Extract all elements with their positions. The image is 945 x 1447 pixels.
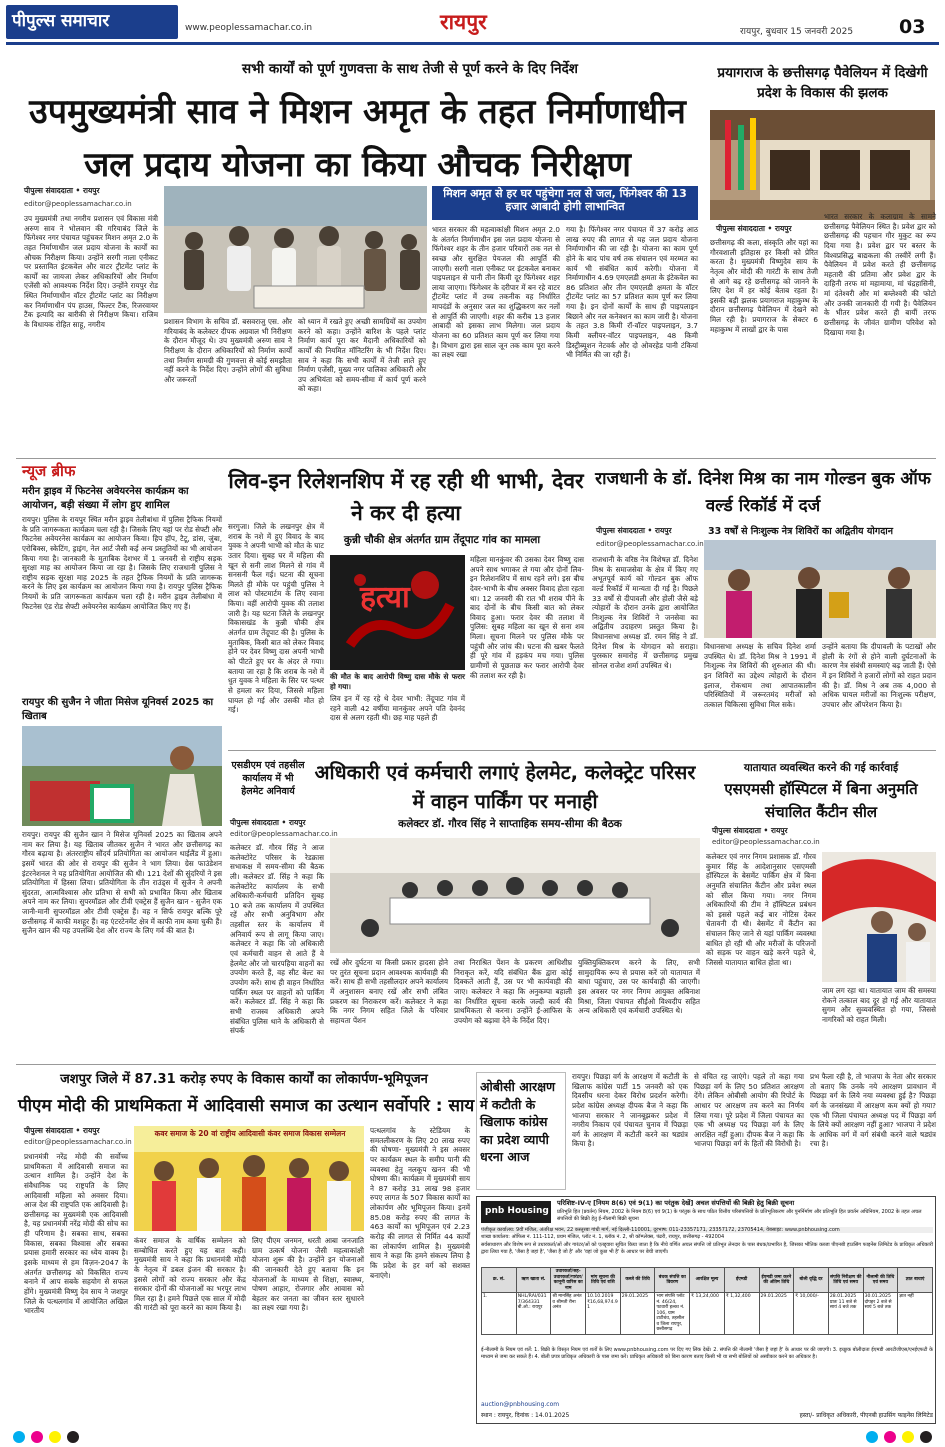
lead-col5: गया है। फिंगेश्वर नगर पंचायत में 37 करोड़ आठ लाख रुपए की लागत से यह जल प्रदाय योजना निर्माणाधीन की जा रही है। योजना का काम पूर्ण होने के बाद पांच वर्ष तक संचालन एवं मरम्मत का कार्य भी संबंधित कार्य करेगी। योजना में निर्माणाधीन 4.69 एमएलडी क्षमता के इंटेकवेल का 86 प्रतिशत और तीन एमएलडी क्षमता के वॉटर ट्रीटमेंट प्लांट का 57 प्रतिशत काम पूर्ण कर लिया गया है। इन दोनों कार्यों के साथ ही पाइपलाइन बिछाने और नल कनेक्शन का काम जारी है। योजना के तहत 3.8 किमी रॉ-वॉटर पाइपलाइन, 3.7 किमी क्लीयर-वॉटर पाइपलाइन, 48 किमी डिस्ट्रीब्यूशन नेटवर्क और दो ओवरहेड पानी टंकियां भी निर्मित की जा रही हैं। (566, 225, 698, 360)
helmet-col2: रखें और दुर्घटना या किसी प्रकार हादसा होने पर तुरंत सूचना प्रदान आवश्यक कार्यवाही की करें। साथ ही सभी तहसीलदार अपने कार्यालय में अनुशासन बनाए रखें और सभी लंबित प्रकरण का निराकरण करें। कलेक्टर ने कहा कि नगर निगम सहित जिले के परिवार सहायता पेंशन (330, 958, 448, 1025)
prayagraj-col2: भारत सरकार के कलाग्राम के सामने छत्तीसगढ़ पैवेलियन स्थित है। प्रवेश द्वार को छत्तीसगढ़ की पहचान गौर मुकुट का रूप दिया गया है। प्रवेश द्वार पर बस्तर के विश्वप्रसिद्ध बाद्यकला की तस्वीरें लगी हैं। पैवेलियन में प्रवेश करते ही छत्तीसगढ़ महतारी की प्रतिमा और प्रवेश द्वार के दाहिनी तरफ मां महामाया, मां चंद्रहासिनी, मां दंतेश्वरी और मां बम्लेश्वरी की फोटो और उनकी जानकारी दी गयी है। पैवेलियन के भीतर प्रवेश करते ही बायीं तरफ छत्तीसगढ़ के जीवंत ग्रामीण परिवेश को दिखाया गया है। (824, 212, 936, 337)
guinness-kicker: 33 वर्षों से निःशुल्क नेत्र शिविरों का अद्वितीय योगदान (708, 526, 893, 537)
masthead (0, 0, 945, 46)
table-header-cell: संपत्ति निरीक्षण की तिथि एवं समय (828, 1268, 863, 1293)
registration-swatch (13, 1431, 25, 1443)
table-cell: श्री मानसिंह अनंत व श्रीमती रीना अनंत (551, 1293, 586, 1335)
lead-headline: उपमुख्यमंत्री साव ने मिशन अमृत के तहत निर्माणाधीन जल प्रदाय योजना का किया औचक निरीक्षण (29, 92, 686, 185)
table-cell: ₹ 13,24,000 (690, 1293, 725, 1335)
masthead-website: www.peoplessamachar.co.in (185, 23, 313, 33)
obc-col3: प्रभ फैला रही है, तो भाजपा के नेता और सरकार तो बताए कि उनके नये आरक्षण प्रावधान में पिछड़ा वर्ग के लिये नया व्यवस्था हुई है? पिछड़ा वर्ग के जनसंख्या में आरक्षण कम क्यों हो गया? एक भी जिला पंचायत अध्यक्ष पद में पिछड़ा वर्ग के लिये क्यों आरक्षण नहीं हुआ? भाजपा ने प्रदेश के आधिक वर्ग में वर्ग संबंधी करने वाले षड्यंत्र रचा है। (810, 1072, 936, 1149)
livein-col1: सरगुजा। जिले के लखनपुर क्षेत्र में शराब के नशे में हुए विवाद के बाद युवक ने अपनी भाभी को मौत के घाट उतार दिया। सुबह घर में महिला की खून से सनी लाश मिलने से गांव में सनसनी फैल गई। घटना की सूचना मिलते ही मौके पर पहुंची पुलिस ने लाश को पोस्टमार्टम के लिए रवाना किया। वहीं आरोपी युवक की तलाश जारी है। यह घटना जिले के लखनपुर विकासखंड के कुन्नी चौकी क्षेत्र अंतर्गत ग्राम तेंदूपाट की है। पुलिस के मुताबिक, किसी बात को लेकर विवाद होने पर देवर विष्णु दास अपनी भाभी को पीटते हुए घर के अंदर ले गया। बताया जा रहा है कि शराब के नशे में धुत युवक ने महिला के सिर पर पत्थर से हमला कर दिया, जिससे महिला घायल हो गई और उसकी मौत हो गई। (228, 522, 324, 715)
aiims-byline: पीपुल्स संवाददाता • रायपुर (712, 826, 788, 835)
table-header-cell: बोली वृद्धि दर (794, 1268, 829, 1293)
jashpur-col2: कंवर समाज के वार्षिक सम्मेलन को सम्बोधित करते हुए यह बात कही। मुख्यमंत्री साय ने कहा कि प्रधानमंत्री मोदी के नेतृत्व में डबल इंजन की सरकार है। इससे लोगों को राज्य सरकार और केंद्र सरकार दोनों की योजनाओं का भरपूर लाभ मिल रहा है। हमने पिछले एक साल में मोदी की गारंटी को पूरा करने का काम किया है। (134, 1236, 246, 1313)
pnb-table (481, 1267, 933, 1335)
masthead-date: रायपुर, बुधवार 15 जनवरी 2025 (740, 27, 854, 37)
jashpur-col1: प्रधानमंत्री नरेंद्र मोदी की सर्वोच्च प्राथमिकता में आदिवासी समाज का उत्थान शामिल है। उन्होंने देश के संवैधानिक पद राष्ट्रपति के लिए आदिवासी महिला को अवसर दिया। आज देश की राष्ट्रपति एक आदिवासी है। छत्तीसगढ़ का मुख्यमंत्री एक आदिवासी है, यह प्रधानमंत्री नरेंद्र मोदी की सोच का ही परिणाम है। सबका साथ, सबका विकास, सबका विश्वास और सबका प्रयास हमारी सरकार का ध्येय वाक्य है। इसके माध्यम से हम विज़न-2047 के अंतर्गत छत्तीसगढ़ को विकसित राज्य बनाने में आप सबके सहयोग से सफल होंगे। मुख्यमंत्री विष्णु देव साय ने जशपुर जिले के पत्थलगांव में आयोजित अखिल भारतीय (24, 1152, 128, 1316)
prayagraj-byline: पीपुल्स संवाददाता • रायपुर (716, 224, 792, 233)
aiims-photo (822, 852, 936, 982)
table-cell: 28.01.2025 प्रातः 11 बजे से सायं 4 बजे तक (828, 1293, 863, 1335)
guinness-col1: राजधानी के वरिष्ठ नेत्र विशेषज्ञ डॉ. दिनेश मिश्र के समाजसेवा के क्षेत्र में किए गए अभूतपूर्व कार्य को गोल्डन बुक ऑफ वर्ल्ड रिकॉर्ड में मान्यता दी गई है। पिछले 33 वर्षों से दीपावली और होली जैसे बड़े त्योहारों के दौरान उनके द्वारा आयोजित निःशुल्क नेत्र शिविरों ने जनसेवा का अद्वितीय उदाहरण प्रस्तुत किया है। विधानसभा अध्यक्ष डॉ. रमन सिंह ने डॉ. दिनेश मिश्र के योगदान को सराहा। पुरस्कार समारोह में छत्तीसगढ़ प्रमुख सोनल राजेश शर्मा उपस्थित थे। (592, 555, 698, 671)
table-cell: भाग संपत्ति प्लॉट नं. 46/24, पटवारी हल्का नं. 106, ग्राम टाटीबंध, तहसील व जिला रायपुर, छत्तीसगढ़ (655, 1293, 690, 1335)
table-header-cell: ऋण खाता सं. (516, 1268, 551, 1293)
aiims-headline: एसएमसी हॉस्पिटल में बिना अनुमति संचालित कैंटीन सील (724, 780, 918, 821)
table-cell: ज्ञात नहीं (898, 1293, 933, 1335)
obc-col2: से वंचित रह जाएंगे। पहले तो कहा गया पिछड़ा वर्ग के लिए 50 प्रतिशत आरक्षण देंगे। लेकिन ओबीसी आयोग की रिपोर्ट के आधार पर आरक्षण तय करने का निर्णय लिया गया। पूरे प्रदेश में जिला पंचायत का एक भी अध्यक्ष पद पिछड़ा वर्ग के लिए आरक्षित नहीं हुआ। दीपक बैज ने कहा कि भाजपा पिछड़ा वर्ग के हितों की विरोधी है। (694, 1072, 804, 1149)
lead-col3: को ध्यान में रखते हुए अच्छी सामग्रियों का उपयोग करने को कहा। उन्होंने बारिश के पहले प्लांट निर्माण कार्य पूरा कर मैदानी अधिकारियों को कार्यों की नियमित मॉनिटरिंग के भी निर्देश दिए। साव ने कहा कि सभी कार्यों में तेजी लाते हुए निर्माण एजेंसी, मुख्य नगर पालिका अधिकारी और उप अभियंता को समय-सीमा में कार्य पूर्ण करने को कहा। (298, 317, 426, 394)
table-cell: NHL/RAI/0317/364331 बी.ओ.: रायपुर (516, 1293, 551, 1335)
brief2-title: रायपुर की सुजैन ने जीता मिसेज यूनिवर्स 2025 का खिताब (22, 697, 214, 722)
jashpur-email: editor@peoplessamachar.co.in (24, 1138, 132, 1146)
table-header-cell: ईएमडी जमा करने की अंतिम तिथि (759, 1268, 794, 1293)
table-cell: ₹ 1,32,400 (724, 1293, 759, 1335)
page-number: 03 (899, 16, 926, 38)
table-header-cell: ज्ञात बाधाएं (898, 1268, 933, 1293)
divider-1 (16, 458, 936, 459)
table-header-cell: आरक्षित मूल्य (690, 1268, 725, 1293)
aiims-kicker: यातायात व्यवस्थित करने की गई कार्रवाई (743, 762, 899, 774)
livein-headline: लिव-इन रिलेशनशिप में रह रही थी भाभी, देवर ने कर दी हत्या (228, 469, 584, 525)
prayagraj-col1: छत्तीसगढ़ की कला, संस्कृति और यहां का गौरवशाली इतिहास हर किसी को प्रेरित करता है। मुख्यमंत्री विष्णुदेव साय के नेतृत्व और मोदी की गारंटी के साथ तेजी से आगे बढ़ रहे छत्तीसगढ़ को जानने के लिए देश में हर कोई बेताब रहता है। इसकी बड़ी झलक प्रयागराज महाकुम्भ के दौरान छत्तीसगढ़ पैवेलियन में देखने को मिल रही है। प्रयागराज के सेक्टर 6 महाकुम्भ में लाखों द्वार के पास (710, 238, 818, 334)
table-header-cell: मांग सूचना की तिथि एवं राशि (586, 1268, 621, 1293)
table-cell: 10.10.2019 ₹16,68,974.91 (586, 1293, 621, 1335)
jashpur-headline: पीएम मोदी की प्राथमिकता में आदिवासी समाज का उत्थान सर्वोपरि : साय (18, 1096, 475, 1116)
news-brief-label: न्यूज ब्रीफ (22, 462, 76, 480)
table-header-cell: उधारकर्ता/सह-उधारकर्ता/गारंटर/कानूनी वारिस का नाम (551, 1268, 586, 1293)
pnb-contact[interactable]: auction@pnbhousing.com (481, 1401, 560, 1408)
registration-swatch (920, 1431, 932, 1443)
pnb-terms: ई-नीलामी के नियम एवं शर्तें: 1. बिक्री के विस्तृत नियम एवं शर्तों के लिए www.pnbhousing.com पर दिए गए लिंक देखें। 2. संपत्ति की नीलामी 'जैसा है जहां है' के आधार पर की जाएगी। 3. इच्छुक बोलीदाता ईएमडी आरटीजीएस/एनईएफटी के माध्यम से जमा कर सकते हैं। 4. बोली प्रपत्र प्राधिकृत अधिकारी के पास जमा करें। प्राधिकृत अधिकारी को बिना कारण बताए किसी भी या सभी बोलियों को अस्वीकार करने का अधिकार है। (481, 1347, 933, 1360)
guinness-byline: पीपुल्स संवाददाता • रायपुर (596, 526, 672, 535)
helmet-side-label: एसडीएम एवं तहसील कार्यालय में भी हेलमेट अनिवार्य (231, 760, 305, 797)
jashpur-kicker: जशपुर जिले में 87.31 करोड़ रुपए के विकास कार्यों का लोकार्पण-भूमिपूजन (60, 1072, 428, 1087)
pnb-footer-sign: हस्ता/- प्राधिकृत अधिकारी, पीएनबी हाउसिंग फाइनेंस लिमिटेड (799, 1412, 933, 1419)
guinness-email: editor@peoplessamachar.co.in (596, 540, 704, 548)
pnb-company: pnb Housing (485, 1206, 549, 1216)
guinness-headline: राजधानी के डॉ. दिनेश मिश्र का नाम गोल्डन बुक ऑफ वर्ल्ड रिकॉर्ड में दर्ज (595, 469, 931, 517)
helmet-col4: युक्तियुक्तिकरण करने के लिए, सभी सामुदायिक रूप से प्रयास करें जो यातायात में बाधा पहुंचाए, उस पर कार्यवाही की जाएगी। इस अवसर पर नगर निगम आयुक्त अबिनाश मिश्रा, जिला पंचायत सीईओ विश्वदीप सहित अन्य अधिकारी एवं कर्मचारी उपस्थित थे। (578, 958, 700, 1016)
pnb-footer-place: स्थान : रायपुर, दिनांक : 14.01.2025 (481, 1412, 570, 1419)
masthead-logo-text: पीपुल्स समाचार (12, 11, 110, 31)
livein-kicker: कुन्नी चौकी क्षेत्र अंतर्गत ग्राम तेंदूपाट गांव का मामला (343, 534, 541, 546)
helmet-photo (330, 838, 700, 953)
pnb-table-header (482, 1268, 933, 1293)
aiims-col2: जाम लग रहा था। यातायात जाम की समस्या रोकने तत्काल बाद दूर हो गई और यातायात सुगम और सुव्यवस्थित हो गया, जिससे नागरिकों को राहत मिली। (822, 986, 936, 1024)
lead-col1: उप मुख्यमंत्री तथा नगरीय प्रशासन एवं विकास मंत्री अरुण साव ने भोलवान की गरियाबंद जिले के फिंगेश्वर नगर पंचायत पहुंचकर मिशन अमृत 2.0 के तहत निर्माणाधीन जल प्रदाय योजना के कार्यों का औचक निरीक्षण किया। उन्होंने सरगी नाला एनीकट पर प्रस्तावित इंटकवेल और वाटर ट्रीटमेंट प्लांट के कार्यों का जायजा लेकर अधिकारियों और निर्माण एजेंसी को आवश्यक निर्देश दिए। उन्होंने रायपुर रोड स्थित निर्माणाधीन वॉटर ट्रीटमेंट प्लांट का निरीक्षण कर निर्माणाधीन पंप हाउस, फिल्टर टैंक, रिजरवायर टैंक इत्यादि का बारीकी से निरीक्षण किया। राजिम के विधायक रोहित साहू, नगरीय (24, 214, 158, 330)
brief2-text: रायपुर। रायपुर की सुजैन खान ने मिसेज यूनिवर्स 2025 का खिताब अपने नाम कर लिया है। यह खिताब जीतकर सुजैन ने भारत और छत्तीसगढ़ का गौरव बढ़ाया है। अंतरराष्ट्रीय सौंदर्य प्रतियोगिता का आयोजन थाईलैंड में हुआ। इसमें भारत की ओर से रायपुर की सुजैन ने भाग लिया। ग्रेस फाउंडेशन इंटरनेशनल ने यह प्रतियोगिता आयोजित की थी। 121 देशों की सुंदरियों ने इस प्रतियोगिता में हिस्सा लिया। प्रतियोगिता के तीन राउंड्स में सुजैन ने अपनी सुंदरता, आत्मविश्वास और प्रतिभा से सभी को प्रभावित किया और खिताब अपने नाम कर लिया। सुपरमॉडल और टीवी एक्ट्रेस हैं सुजैन खान - सुजैन एक जानी-मानी सुपरमॉडल और टीवी एक्ट्रेस हैं। वह न सिर्फ रायपुर बल्कि पूरे छत्तीसगढ़ में काफी मशहूर हैं। वह एंटरटेनमेंट क्षेत्र में काफी नाम कमा चुकी हैं। सुजैन खान की यह उपलब्धि देश और राज्य के लिए गर्व की बात है। (22, 830, 222, 936)
jashpur-col4: पत्थलगांव के स्टेडियम के समतलीकरण के लिए 20 लाख रुपए की घोषणा- मुख्यमंत्री ने इस अवसर पर कार्यक्रम स्थल के समीप पानी की व्यवस्था हेतु नलकूप खनन की भी घोषणा की। कार्यक्रम में मुख्यमंत्री साय ने 87 करोड़ 31 लाख 98 हजार रुपए लागत के 507 विकास कार्यों का लोकार्पण और भूमिपूजन किया। इनमें 85.08 करोड़ रुपए की लागत के 463 कार्यों का भूमिपूजन एवं 2.23 करोड़ की लागत से निर्मित 44 कार्यों का लोकार्पण शामिल है। मुख्यमंत्री साय ने कहा कि हमने संकल्प लिया है कि प्रदेश के हर वर्ग को सशक्त बनाएंगे। (370, 1126, 470, 1280)
brief1-text: रायपुर। पुलिस के रायपुर स्थित मरीन ड्राइव तेलीबांधा में पुलिस ट्रैफिक नियमों के प्रति जागरूकता कार्यक्रम चला रही है। जिसके लिए यहां पर रोड सेफ्टी और फिटनेस अवेयरनेस कार्यक्रम का आयोजन किया। हिप हॉप, टैटू, डांस, जुंबा, एरोबिक्स, स्केटिंग, ड्राइंग, नेल आर्ट जैसी कई अन्य प्रस्तुतियों का भी आयोजन किया गया है। जानकारी के मुताबिक देशभर में 1 जनवरी से राष्ट्रीय सड़क सुरक्षा माह का आयोजन किया जा रहा है। जिसके लिए राजधानी पुलिस ने राष्ट्रीय सड़क सुरक्षा माह 2025 के तहत ट्रैफिक नियमों के प्रति जागरूक करने के लिए इस कार्यक्रम का आयोजन किया गया है। रायपुर पुलिस ट्रैफिक नियमों के प्रति जागरूकता कार्यक्रम चला रही है। मरीन ड्राइव तेलीबांधा में फिटनेस एंड रोड सेफ्टी अवेयरनेस कार्यक्रम आयोजित किए गए हैं। (22, 515, 222, 611)
prayagraj-photo (710, 110, 935, 220)
lead-callout: मिशन अमृत से हर घर पहुंचेगा नल से जल, फिंगेश्वर की 13 हजार आबादी होगी लाभान्वित (443, 187, 687, 213)
brief1-title: मरीन ड्राइव में फिटनेस अवेयरनेस कार्यक्रम का आयोजन, बड़ी संख्या में लोग हुए शामिल (22, 486, 189, 511)
table-header-cell: कब्जे की तिथि (620, 1268, 655, 1293)
livein-caption: की मौत के बाद आरोपी विष्णु दास मौके से फरार हो गया। (330, 672, 465, 691)
cmyk-left (10, 1428, 82, 1442)
table-cell: 30.01.2025 दोपहर 2 बजे से सायं 5 बजे तक (863, 1293, 898, 1335)
guinness-col3: उन्होंने बताया कि दीपावली के पटाखों और होली के रंगों से होने वाली दुर्घटनाओं के कारण नेत्र संबंधी समस्याएं बढ़ जाती हैं। ऐसे में इन शिविरों ने हजारों लोगों को राहत प्रदान की है। डॉ. मिश्र ने अब तक 4,000 से अधिक घायल मरीजों का निःशुल्क परीक्षण, उपचार और ऑपरेशन किया है। (822, 642, 936, 709)
jashpur-banner: कवर समाज के 20 वां राष्ट्रीय आदिवासी कंवर समाज विकास सम्मेलन (154, 1129, 346, 1138)
helmet-col1: कलेक्टर डॉ. गौरव सिंह ने आज कलेक्टोरेट परिसर के रेडक्रास सभाकक्ष में समय-सीमा की बैठक ली। कलेक्टर डॉ. सिंह ने कहा कि कलेक्टोरेट कार्यालय के सभी अधिकारी-कर्मचारी प्रतिदिन सुबह 10 बजे तक कार्यालय में उपस्थित रहें और सभी अनुविभाग और तहसील स्तर के कार्यालय में अनिवार्य रूप से लागू किया जाए। कलेक्टर ने कहा कि जो अधिकारी एवं कर्मचारी वाहन से आते हैं वे हेलमेट और जो चारपहिया वाहनों का उपयोग करते हैं, वह सीट बेल्ट का उपयोग करें। साथ ही वाहन निर्धारित पार्किंग स्थल पर वाहनों को पार्किंग करें। कलेक्टर डॉ. सिंह ने कहा कि सभी राजस्व अधिकारी अपने संबंधित पुलिस थाने के अधिकारी से संपर्क (230, 843, 324, 1036)
registration-swatch (884, 1431, 896, 1443)
pnb-notice: सर्वसाधारण और विशेष रूप से उधारकर्ता/ओं और गारंटर/ओं को एतद्द्वारा सूचित किया जाता है कि नीचे वर्णित अचल संपत्ति जो प्रतिभूत लेनदार के पास बंधक/प्रभारित है, जिसका भौतिक कब्जा पीएनबी हाउसिंग फाइनेंस लिमिटेड के प्राधिकृत अधिकारी द्वारा लिया गया है, 'जैसा है जहां है', 'जैसा है जो है' और 'वहां जो कुछ भी है' के आधार पर बेची जाएगी। (481, 1242, 933, 1255)
helmet-kicker: कलेक्टर डॉ. गौरव सिंह ने साप्ताहिक समय-सीमा की बैठक (398, 818, 622, 830)
brief2-photo (22, 726, 222, 826)
livein-photo-word: हत्या (360, 580, 410, 615)
helmet-byline: पीपुल्स संवाददाता • रायपुर (230, 818, 306, 827)
table-header-cell: नीलामी की तिथि एवं समय (863, 1268, 898, 1293)
pnb-subtitle: प्रतिभूति हित (प्रवर्तन) नियम, 2002 के नियम 8(6) एवं 9(1) के परंतुक के साथ पठित वित्तीय परिसंपत्तियों के प्रतिभूतिकरण और पुनर्निर्माण और प्रतिभूति हित प्रवर्तन अधिनियम, 2002 के तहत अचल संपत्तियों की बिक्री हेतु ई-नीलामी बिक्री सूचना (557, 1209, 922, 1222)
aiims-email: editor@peoplessamachar.co.in (712, 838, 820, 846)
registration-swatch (67, 1431, 79, 1443)
lead-col2: प्रशासन विभाग के सचिव डॉ. बसवराजु एस. और गरियाबंद के कलेक्टर दीपक अग्रवाल भी निरीक्षण के दौरान मौजूद थे। उप मुख्यमंत्री अरुण साव ने निरीक्षण के दौरान अधिकारियों को निर्माण कार्यों तथा निर्माण सामग्री की गुणवत्ता से कोई समझौता नहीं करने के निर्देश दिए। उन्होंने लोगों की सुविधा और जरूरतों (164, 317, 292, 384)
cmyk-right (863, 1428, 935, 1442)
table-cell: ₹ 10,000/- (794, 1293, 829, 1335)
helmet-col3: तथा निराश्रित पेंशन के प्रकरण आधिशीघ्र निराकृत करें, यदि संबंधित बैंक द्वारा कोई दिक्कतें आती हैं, उस पर भी कार्यवाही की जाए। कलेक्टर ने कहा कि अनुकम्पा बहाली का निर्धारित सूचना करके जल्दी कार्य की प्राथमिकता से करना। उन्होंने ई-आफिस के उपयोग को बढ़ावा देने के निर्देश दिए। (454, 958, 572, 1025)
pnb-title: परिशिष्ट-IV-ए [नियम 8(6) एवं 9(1) का परंतुक देखें] अचल संपत्तियों की बिक्री हेतु बिक्री सूचना (557, 1199, 795, 1207)
divider-2 (228, 750, 936, 751)
helmet-email: editor@peoplessamachar.co.in (230, 830, 338, 838)
table-row (482, 1293, 933, 1335)
table-header-cell: ईएमडी (724, 1268, 759, 1293)
prayagraj-headline: प्रयागराज के छत्तीसगढ़ पैवेलियन में दिखेगी प्रदेश के विकास की झलक (717, 65, 928, 101)
obc-headline: ओबीसी आरक्षण में कटौती के खिलाफ कांग्रेस का प्रदेश व्यापी धरना आज (480, 1079, 556, 1164)
registration-swatch (31, 1431, 43, 1443)
pnb-branch: शाखा कार्यालय: ऑफिस नं. 111-112, प्रथम मंजिल, प्लॉट नं. 1, ब्लॉक नं. 2, श्री कॉम्प्लेक्स, पंढरी, रायपुर, छत्तीसगढ़ - 492004 (481, 1234, 725, 1240)
table-header-cell: क्र. सं. (482, 1268, 517, 1293)
lead-photo (164, 186, 427, 313)
pnb-address: पंजीकृत कार्यालय: 9वीं मंजिल, अंतरिक्ष भवन, 22 कस्तूरबा गांधी मार्ग, नई दिल्ली-110001, दूरभाष: 011-23357171, 23357172, 23705414, वेबसाइट: www.pnbhousing.com (481, 1227, 933, 1233)
registration-swatch (49, 1431, 61, 1443)
table-cell: 29.01.2025 (620, 1293, 655, 1335)
table-cell: 29.01.2025 (759, 1293, 794, 1335)
cmyk-marks (0, 1428, 945, 1442)
lead-kicker: सभी कार्यों को पूर्ण गुणवत्ता के साथ तेजी से पूर्ण करने के दिए निर्देश (242, 61, 578, 77)
table-header-cell: बंधक संपत्ति का विवरण (655, 1268, 690, 1293)
guinness-col2: विधानसभा अध्यक्ष के सचिव दिनेश शर्मा उपस्थित थे। डॉ. दिनेश मिश्र ने 1991 में निःशुल्क नेत्र शिविरों की शुरुआत की थी। इन शिविरों का उद्देश्य त्योहारों के दौरान इलाज, रोकथाम तथा आपातकालीन परिस्थितियों में जरूरतमंद मरीजों को तत्काल चिकित्सा सुविधा मिल सके। (704, 642, 816, 709)
registration-swatch (902, 1431, 914, 1443)
aiims-col1: कलेक्टर एवं नगर निगम प्रशासक डॉ. गौरव कुमार सिंह के आदेशानुसार एसएमसी हॉस्पिटल के बेसमेंट पार्किंग क्षेत्र में बिना अनुमति संचालित कैंटीन और प्रवेश स्थल को सील किया गया। नगर निगम अधिकारियों की टीम ने हॉस्पिटल प्रबंधन को इससे पहले कई बार नोटिस देकर चेतावनी दी थी। बेसमेंट में कैंटीन का संचालन किए जाने से यहां पार्किंग व्यवस्था बाधित हो रही थी और मरीजों के परिजनों को सड़क पर वाहन खड़े करने पड़ते थे, जिससे यातायात बाधित होता था। (706, 852, 816, 968)
divider-3 (16, 1064, 936, 1065)
lead-byline: पीपुल्स संवाददाता • रायपुर (24, 186, 100, 195)
obc-col1: रायपुर। पिछड़ा वर्ग के आरक्षण में कटौती के खिलाफ कांग्रेस पार्टी 15 जनवरी को एक दिवसीय धरना देकर विरोध प्रदर्शन करेगी। प्रदेश कांग्रेस अध्यक्ष दीपक बैज ने कहा कि भाजपा सरकार ने जानबूझकर प्रदेश में नगरीय निकाय एवं पंचायत चुनाव में पिछड़ा वर्ग के आरक्षण में कटौती करने का षड्यंत्र किया है। (572, 1072, 688, 1149)
pnb-ad (476, 1196, 936, 1424)
jashpur-byline: पीपुल्स संवाददाता • रायपुर (24, 1126, 100, 1135)
lead-col4: भारत सरकार की महत्वाकांक्षी मिशन अमृत 2.0 के अंतर्गत निर्माणाधीन इस जल प्रदाय योजना से फिंगेश्वर शहर के तीन हजार परिवारों तक नल से स्वच्छ और सुरक्षित पेयजल की आपूर्ति की जाएगी। सरगी नाला एनीकट पर इंटकवेल बनाकर पाइपलाइन से पानी तीन किमी दूर फिंगेश्वर शहर लाया जाएगा। फिंगेश्वर के दरीपार में बन रहे वाटर ट्रीटमेंट प्लांट में उच्च तकनीक वह निर्धारित मापदंडों के अनुसार जल का शुद्धिकरण कर नलों से आपूर्ति की जाएगी। शहर की करीब 13 हजार आबादी को इसका लाभ मिलेगा। जल प्रदाय योजना का 60 प्रतिशत काम पूर्ण कर लिया गया है। विभाग द्वारा इस साल जून तक काम पूरा करने का लक्ष्य रखा (432, 225, 560, 360)
guinness-photo (704, 540, 936, 638)
helmet-headline: अधिकारी एवं कर्मचारी लगाएं हेलमेट, कलेक्ट्रेट परिसर में वाहन पार्किंग पर मनाही (314, 761, 696, 814)
section-city: रायपुर (440, 10, 487, 34)
registration-swatch (866, 1431, 878, 1443)
livein-col-left-bottom: लिव इन में रह रहे थे देवर भाभी: तेंदूपाट गांव में रहने वाली 42 वर्षीया मानकुंवर अपने पति देवनंद दास से अलग रहती थी। छह माह पहले ही (330, 694, 465, 723)
jashpur-photo (134, 1126, 364, 1231)
jashpur-col3: लिए पीएम जनमन, धरती आबा जनजाति ग्राम उत्कर्ष योजना जैसी महत्वाकांक्षी योजना शुरू की है। उन्होंने इन योजनाओं की जानकारी देते हुए बताया कि इन योजनाओं के माध्यम से शिक्षा, स्वास्थ्य, पोषण आहार, रोजगार और आवास को बेहतर कर जनता का जीवन स्तर सुधारने का लक्ष्य रखा गया है। (252, 1236, 364, 1313)
masthead-rule (6, 42, 939, 45)
table-cell: 1. (482, 1293, 517, 1335)
lead-email: editor@peoplessamachar.co.in (24, 200, 132, 208)
livein-col2: महिला मानकुंवर की उसका देवर विष्णु दास अपने साथ भगाकर ले गया और दोनों लिव-इन रिलेशनशिप में साथ रहने लगे। इस बीच देवर-भाभी के बीच अक्सर विवाद होता रहता था। 12 जनवरी की रात भी शराब पीने के बाद दोनों के बीच किसी बात को लेकर विवाद हुआ। फरार देवर की तलाश में पुलिस: सुबह महिला का खून से सना शव मिला। सूचना मिलने पर पुलिस मौके पर पहुंची और जांच की। घटना की खबर फैलते ही पूरे गांव में हड़कंप मच गया। पुलिस ग्रामीणों से पूछताछ कर फरार आरोपी देवर की तलाश कर रही है। (470, 555, 584, 680)
